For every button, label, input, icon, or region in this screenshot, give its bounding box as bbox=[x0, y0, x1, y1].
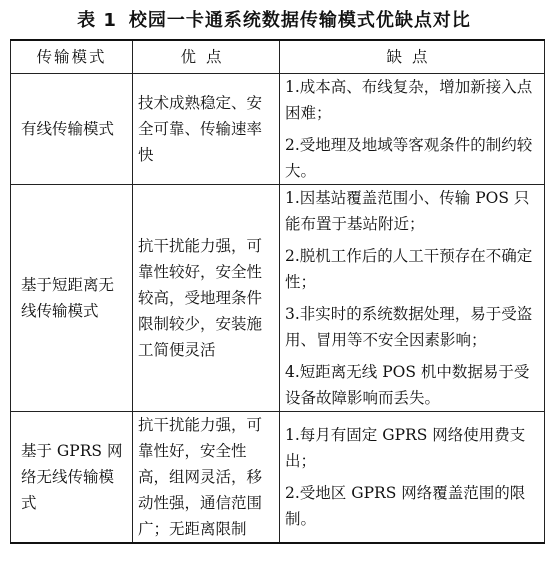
mode-cell: 有线传输模式 bbox=[11, 74, 133, 185]
table-caption bbox=[0, 6, 548, 32]
header-mode: 传输模式 bbox=[11, 40, 133, 74]
pros-cell: 技术成熟稳定、安全可靠、传输速率快 bbox=[133, 74, 280, 185]
table-title: 校园一卡通系统数据传输模式优缺点对比 bbox=[128, 10, 471, 31]
cons-item: 1.因基站覆盖范围小、传输 POS 只能布置于基站附近； bbox=[285, 189, 530, 233]
comparison-table bbox=[10, 39, 545, 544]
cons-item: 1.每月有固定 GPRS 网络使用费支出； bbox=[285, 426, 526, 470]
cons-item: 4.短距离无线 POS 机中数据易于受设备故障影响而丢失。 bbox=[285, 363, 530, 407]
cons-item: 2.受地理及地域等客观条件的制约较大。 bbox=[285, 136, 533, 180]
mode-cell: 基于 GPRS 网络无线传输模式 bbox=[11, 412, 133, 544]
cons-cell bbox=[280, 74, 545, 185]
cons-item: 2.脱机工作后的人工干预存在不确定性； bbox=[285, 247, 533, 291]
table-row bbox=[11, 74, 545, 185]
table-number: 表 1 bbox=[77, 10, 117, 31]
pros-cell: 抗干扰能力强，可靠性好，安全性高，组网灵活，移动性强，通信范围广；无距离限制 bbox=[133, 412, 280, 544]
cons-item: 1.成本高、布线复杂，增加新接入点困难； bbox=[285, 78, 533, 122]
pros-cell: 抗干扰能力强，可靠性较好，安全性较高，受地理条件限制较少，安装施工简便灵活 bbox=[133, 185, 280, 412]
header-row bbox=[11, 40, 545, 74]
header-cons: 缺点 bbox=[280, 40, 545, 74]
cons-item: 2.受地区 GPRS 网络覆盖范围的限制。 bbox=[285, 484, 526, 528]
table-row bbox=[11, 412, 545, 544]
header-pros: 优点 bbox=[133, 40, 280, 74]
cons-cell bbox=[280, 185, 545, 412]
cons-cell bbox=[280, 412, 545, 544]
mode-cell: 基于短距离无线传输模式 bbox=[11, 185, 133, 412]
cons-item: 3.非实时的系统数据处理，易于受盗用、冒用等不安全因素影响； bbox=[285, 305, 533, 349]
table-row bbox=[11, 185, 545, 412]
